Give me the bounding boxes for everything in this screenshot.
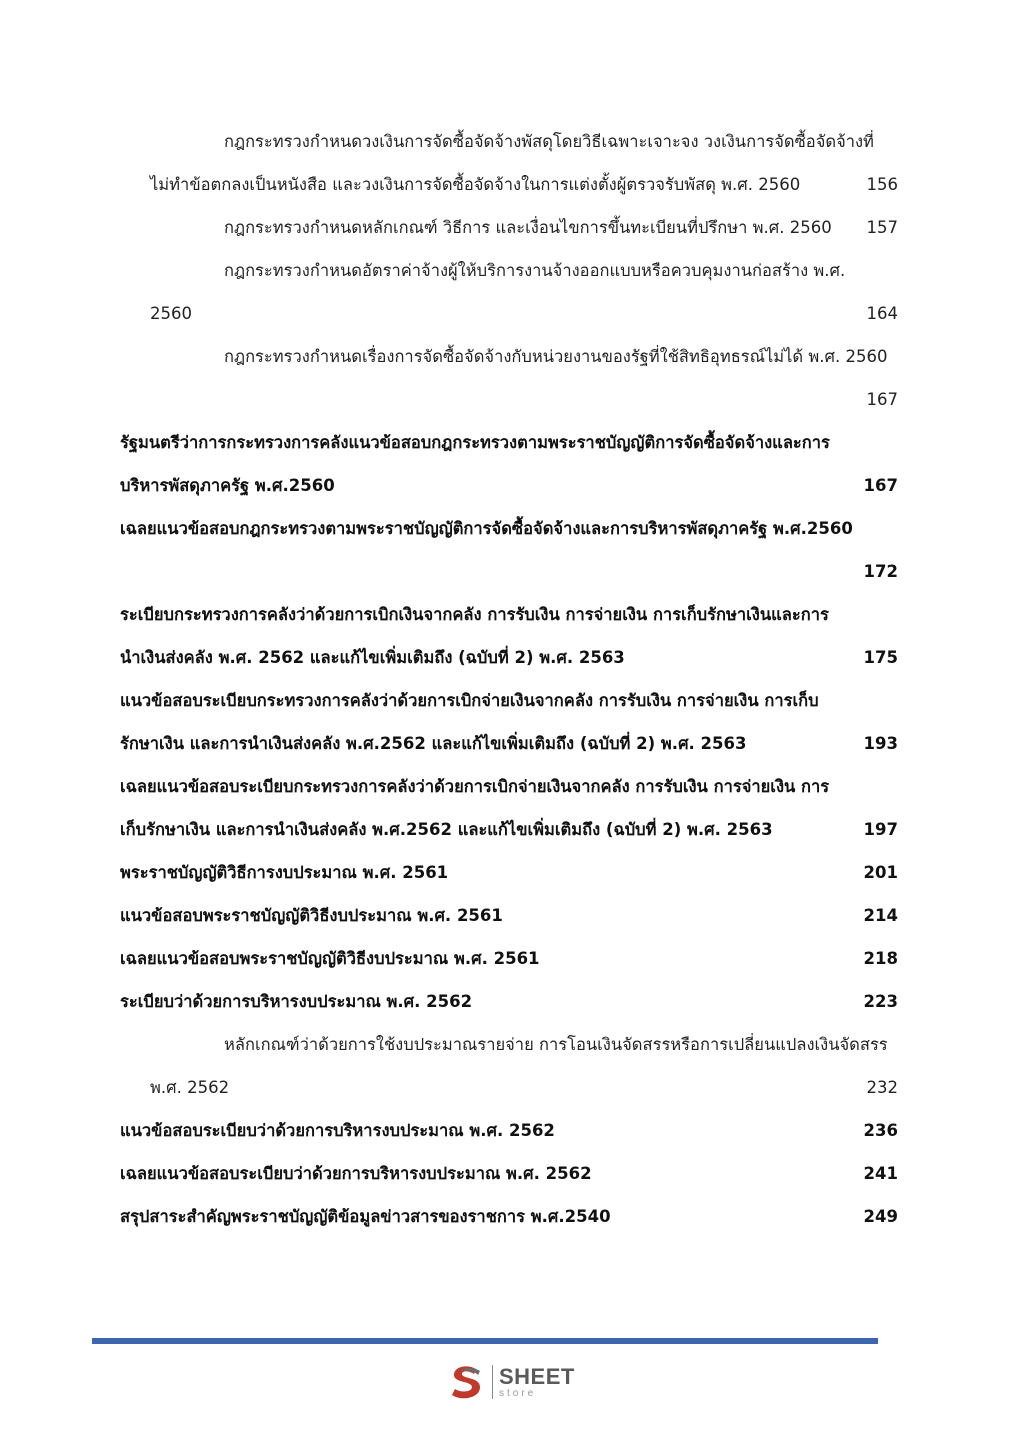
toc-entry-title: แนวข้อสอบระเบียบกระทรวงการคลังว่าด้วยการเบิกจ่ายเงินจากคลัง การรับเงิน การจ่ายเงิน การเก็บ bbox=[120, 691, 819, 710]
toc-entry-title: กฎกระทรวงกำหนดเรื่องการจัดซื้อจัดจ้างกับหน่วยงานของรัฐที่ใช้สิทธิอุทธรณ์ไม่ได้ พ.ศ. 2560 bbox=[224, 347, 888, 366]
toc-entry-line bbox=[120, 593, 898, 636]
toc-page-number: 167 bbox=[863, 476, 898, 495]
toc-entry[interactable] bbox=[120, 421, 898, 507]
dot-leader bbox=[614, 1206, 861, 1223]
dot-leader bbox=[543, 948, 861, 965]
toc-entry-title: กฎกระทรวงกำหนดหลักเกณฑ์ วิธีการ และเงื่อนไขการขึ้นทะเบียนที่ปรึกษา พ.ศ. 2560 bbox=[224, 218, 832, 237]
footer-divider bbox=[92, 1338, 878, 1344]
toc-entry-line bbox=[120, 1195, 898, 1238]
toc-entry-title: แนวข้อสอบระเบียบว่าด้วยการบริหารงบประมาณ พ.ศ. 2562 bbox=[120, 1121, 555, 1140]
toc-entry-line bbox=[120, 894, 898, 937]
toc-entry-line bbox=[120, 679, 898, 722]
dot-leader bbox=[153, 389, 864, 406]
toc-entry-line bbox=[120, 249, 898, 292]
toc-entry[interactable] bbox=[120, 120, 898, 206]
toc-entry-line bbox=[120, 980, 898, 1023]
toc-entry-title: สรุปสาระสำคัญพระราชบัญญัติข้อมูลข่าวสารของราชการ พ.ศ.2540 bbox=[120, 1207, 611, 1226]
toc-entry-title: เฉลยแนวข้อสอบพระราชบัญญัติวิธีงบประมาณ พ.ศ. 2561 bbox=[120, 949, 540, 968]
toc-entry[interactable] bbox=[120, 249, 898, 335]
logo-separator bbox=[492, 1365, 493, 1399]
toc-entry-title: แนวข้อสอบพระราชบัญญัติวิธีงบประมาณ พ.ศ. 2561 bbox=[120, 906, 503, 925]
toc-entry-line bbox=[120, 1023, 898, 1066]
toc-page-number: 249 bbox=[863, 1207, 898, 1226]
dot-leader bbox=[506, 905, 861, 922]
logo-text bbox=[499, 1363, 575, 1399]
dot-leader bbox=[776, 819, 861, 836]
toc-page-number: 164 bbox=[866, 304, 898, 323]
toc-entry-line bbox=[120, 206, 898, 249]
toc-entry[interactable] bbox=[120, 851, 898, 894]
sheet-store-logo bbox=[446, 1362, 575, 1402]
logo-subtitle: store bbox=[499, 1387, 537, 1399]
logo-wordmark: SHEET bbox=[499, 1363, 575, 1389]
toc-entry-title: 2560 bbox=[150, 304, 192, 323]
toc-page-number: 175 bbox=[863, 648, 898, 667]
toc-entry-title: ระเบียบว่าด้วยการบริหารงบประมาณ พ.ศ. 2562 bbox=[120, 992, 473, 1011]
toc-entry-line bbox=[120, 1109, 898, 1152]
toc-page-number: 172 bbox=[863, 562, 898, 581]
toc-entry[interactable] bbox=[120, 765, 898, 851]
toc-entry-title: เฉลยแนวข้อสอบระเบียบกระทรวงการคลังว่าด้วยการเบิกจ่ายเงินจากคลัง การรับเงิน การจ่ายเงิน การ bbox=[120, 777, 830, 796]
toc-entry-title: กฎกระทรวงกำหนดวงเงินการจัดซื้อจัดจ้างพัสดุโดยวิธีเฉพาะเจาะจง วงเงินการจัดซื้อจัดจ้างที่ bbox=[224, 132, 874, 151]
toc-page-number: 236 bbox=[863, 1121, 898, 1140]
toc-entry-title: เฉลยแนวข้อสอบกฎกระทรวงตามพระราชบัญญัติการจัดซื้อจัดจ้างและการบริหารพัสดุภาครัฐ พ.ศ.2560 bbox=[120, 519, 853, 538]
toc-entry-title: เฉลยแนวข้อสอบระเบียบว่าด้วยการบริหารงบประมาณ พ.ศ. 2562 bbox=[120, 1164, 592, 1183]
toc-entry-line bbox=[120, 464, 898, 507]
toc-entry-line bbox=[120, 550, 898, 593]
toc-entry-title: เก็บรักษาเงิน และการนำเงินส่งคลัง พ.ศ.2562 และแก้ไขเพิ่มเติมถึง (ฉบับที่ 2) พ.ศ. 2563 bbox=[120, 820, 773, 839]
toc-page-number: 193 bbox=[863, 734, 898, 753]
dot-leader bbox=[749, 733, 860, 750]
toc-entry-line bbox=[120, 120, 898, 163]
toc-entry-title: ระเบียบกระทรวงการคลังว่าด้วยการเบิกเงินจากคลัง การรับเงิน การจ่ายเงิน การเก็บรักษาเงินและการ bbox=[120, 605, 829, 624]
toc-page-number: 223 bbox=[863, 992, 898, 1011]
dot-leader bbox=[595, 1163, 861, 1180]
toc-page-number: 232 bbox=[866, 1078, 898, 1097]
toc-entry[interactable] bbox=[120, 335, 898, 421]
toc-entry[interactable] bbox=[120, 593, 898, 679]
toc-entry-title: พระราชบัญญัติวิธีการงบประมาณ พ.ศ. 2561 bbox=[120, 863, 449, 882]
toc-entry[interactable] bbox=[120, 1023, 898, 1109]
toc-page-number: 241 bbox=[863, 1164, 898, 1183]
toc-page-number: 201 bbox=[863, 863, 898, 882]
toc-page-number: 218 bbox=[863, 949, 898, 968]
toc-page-number: 157 bbox=[866, 218, 898, 237]
toc-entry-line bbox=[120, 163, 898, 206]
toc-entry[interactable] bbox=[120, 507, 898, 593]
dot-leader bbox=[475, 991, 860, 1008]
toc-entry[interactable] bbox=[120, 1109, 898, 1152]
dot-leader bbox=[195, 303, 864, 320]
toc-entry-line bbox=[120, 808, 898, 851]
toc-entry-title: กฎกระทรวงกำหนดอัตราค่าจ้างผู้ให้บริการงานจ้างออกแบบหรือควบคุมงานก่อสร้าง พ.ศ. bbox=[224, 261, 846, 280]
toc-entry[interactable] bbox=[120, 1152, 898, 1195]
toc-entry[interactable] bbox=[120, 206, 898, 249]
toc-page-number: 197 bbox=[863, 820, 898, 839]
toc-entry-line bbox=[120, 765, 898, 808]
toc-page-number: 167 bbox=[866, 390, 898, 409]
toc-entry-title: หลักเกณฑ์ว่าด้วยการใช้งบประมาณรายจ่าย การโอนเงินจัดสรรหรือการเปลี่ยนแปลงเงินจัดสรร bbox=[224, 1035, 888, 1054]
toc-entry-title: ไม่ทำข้อตกลงเป็นหนังสือ และวงเงินการจัดซื้อจัดจ้างในการแต่งตั้งผู้ตรวจรับพัสดุ พ.ศ. 2560 bbox=[150, 175, 801, 194]
toc-entry-line bbox=[120, 636, 898, 679]
dot-leader bbox=[232, 1077, 863, 1094]
dot-leader bbox=[558, 1120, 861, 1137]
dot-leader bbox=[803, 174, 863, 191]
table-of-contents bbox=[120, 120, 898, 1238]
toc-entry-line bbox=[120, 421, 898, 464]
toc-entry[interactable] bbox=[120, 1195, 898, 1238]
toc-entry-line bbox=[120, 1152, 898, 1195]
toc-page-number: 156 bbox=[866, 175, 898, 194]
toc-entry-line bbox=[120, 292, 898, 335]
toc-entry-line bbox=[120, 335, 898, 378]
toc-entry-line bbox=[120, 507, 898, 550]
dot-leader bbox=[123, 561, 861, 578]
toc-entry[interactable] bbox=[120, 980, 898, 1023]
sheet-store-logo-icon bbox=[446, 1362, 488, 1402]
toc-entry-line bbox=[120, 1066, 898, 1109]
toc-entry-title: บริหารพัสดุภาครัฐ พ.ศ.2560 bbox=[120, 476, 335, 495]
toc-entry[interactable] bbox=[120, 937, 898, 980]
toc-entry[interactable] bbox=[120, 894, 898, 937]
toc-entry-title: นำเงินส่งคลัง พ.ศ. 2562 และแก้ไขเพิ่มเติมถึง (ฉบับที่ 2) พ.ศ. 2563 bbox=[120, 648, 625, 667]
toc-entry[interactable] bbox=[120, 679, 898, 765]
dot-leader bbox=[451, 862, 860, 879]
toc-entry-line bbox=[120, 851, 898, 894]
dot-leader bbox=[338, 475, 861, 492]
toc-page-number: 214 bbox=[863, 906, 898, 925]
dot-leader bbox=[628, 647, 861, 664]
toc-entry-line bbox=[120, 937, 898, 980]
dot-leader bbox=[835, 217, 864, 234]
toc-entry-title: รักษาเงิน และการนำเงินส่งคลัง พ.ศ.2562 และแก้ไขเพิ่มเติมถึง (ฉบับที่ 2) พ.ศ. 2563 bbox=[120, 734, 747, 753]
toc-entry-line bbox=[120, 378, 898, 421]
toc-entry-line bbox=[120, 722, 898, 765]
toc-entry-title: รัฐมนตรีว่าการกระทรวงการคลังแนวข้อสอบกฎกระทรวงตามพระราชบัญญัติการจัดซื้อจัดจ้างและการ bbox=[120, 433, 830, 452]
toc-entry-title: พ.ศ. 2562 bbox=[150, 1078, 230, 1097]
